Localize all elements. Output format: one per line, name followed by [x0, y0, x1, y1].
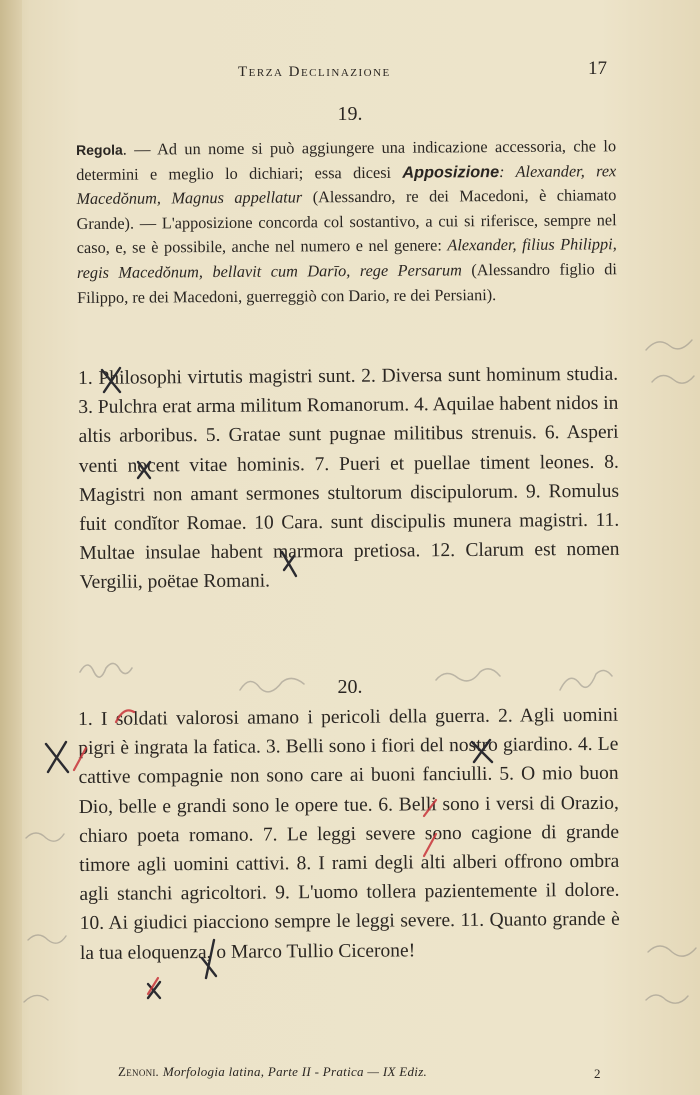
rule-intro: . — Ad un nome si può aggiungere una indicazione accessoria, che lo determini e meglio lo dichiari; essa dicesi: [76, 136, 617, 184]
footer-author: Zenoni: [118, 1064, 156, 1079]
pencil-scrawl: [652, 375, 694, 383]
pencil-scrawl: [646, 340, 692, 350]
footer-signature: 2: [594, 1066, 601, 1081]
pencil-scrawl: [28, 935, 66, 943]
example-italian-1: (Alessandro, re dei Macedoni, è chiamato Grande). — L'apposizione concorda col sostantivo, a cui si riferisce, sempre nel caso, e, se è possibile, anche nel numero e nel genere:: [76, 185, 617, 258]
footer-title: . Morfologia latina, Parte II - Pratica — IX Ediz.: [155, 1064, 428, 1079]
grammar-rule: [76, 134, 617, 310]
exercise-block-19: 1. Philosophi virtutis magistri sunt. 2. Diversa sunt hominum studia. 3. Pulchra erat arma militum Romanorum. 4. Aquilae habent nidos in altis arboribus. 5. Gratae sunt pugnae militibus strenuis. 6. Asperi venti nocent vitae hominis. 7. Pueri et puellae timent leones. 8. Magistri non amant sermones stultorum discipulorum. 9. Romulus fuit condĭtor Romae. 10 Cara. sunt discipulis munera magistri. 11. Multae insulae habent marmora pretiosa. 12. Clarum est nomen Vergilii, poëtae Romani.: [78, 363, 620, 594]
red-pencil-mark: [148, 978, 158, 994]
pencil-scrawl: [648, 946, 696, 956]
example-italian-2: (Alessandro figlio di Filippo, re dei Macedoni, guerreggiò con Dario, re dei Persiani).: [77, 259, 617, 307]
rule-term: Apposizione: [402, 162, 500, 182]
exercise-block-20: 1. I soldati valorosi amano i pericoli della guerra. 2. Agli uomini pigri è ingrata la fatica. 3. Belli sono i fiori del nostro giardino. 4. Le cattive compagnie non sono care ai buoni fanciulli. 5. O mio buon Dio, belle e grandi sono le opere tue. 6. Belli sono i versi di Orazio, chiaro poeta romano. 7. Le leggi severe sono cagione di grande timore agli uomini cattivi. 8. I rami degli alti alberi offrono ombra agli stanchi agricoltori. 9. L'uomo tollera pazientemente il dolore. 10. Ai giudici piacciono sempre le leggi severe. 11. Quanto grande è la tua eloquenza, o Marco Tullio Cicerone!: [78, 704, 620, 964]
page-number: 17: [588, 58, 607, 79]
page-binding-edge: [0, 0, 22, 1095]
section-number-19: 19.: [337, 103, 363, 125]
ink-x-mark: [148, 982, 160, 998]
example-latin-1: : Alexander, rex Macedŏnum, Magnus appellatur: [76, 160, 617, 209]
page-footer: [118, 1064, 618, 1080]
pencil-scrawl: [24, 995, 48, 1002]
example-latin-2: Alexander, filius Philippi, regis Macedŏnum, bellavit cum Darīo, rege Persarum: [76, 234, 617, 282]
rule-label: Regola: [76, 141, 123, 158]
running-title: Terza Declinazione: [238, 64, 391, 80]
section-number-20: 20.: [337, 676, 363, 698]
pencil-scrawl: [646, 995, 688, 1003]
pencil-scrawl: [26, 833, 64, 841]
ink-x-mark: [46, 742, 68, 772]
page-header: [0, 58, 700, 84]
